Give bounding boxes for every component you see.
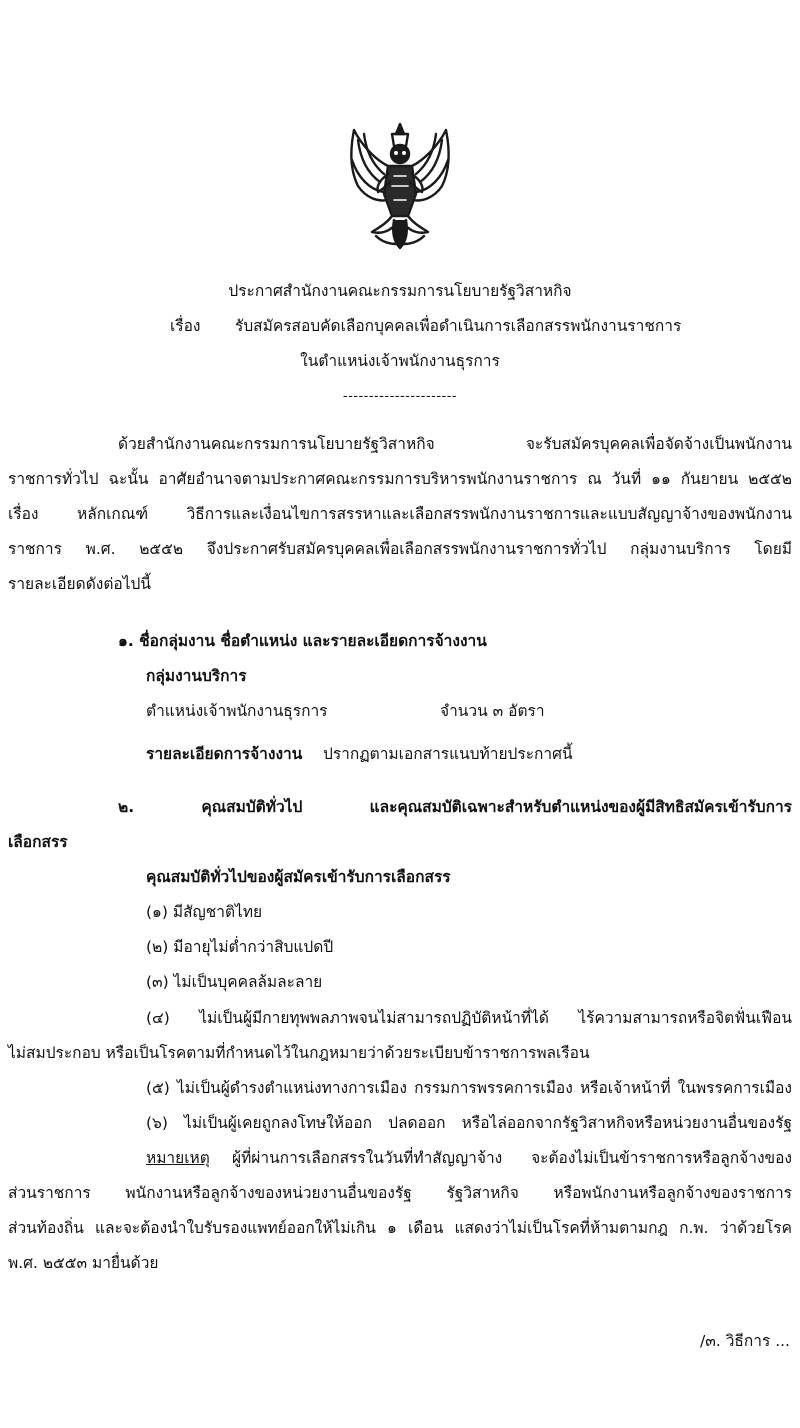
intro-line: รายละเอียดดังต่อไปนี้ (8, 575, 151, 593)
announcement-title: ประกาศสำนักงานคณะกรรมการนโยบายรัฐวิสาหกิจ (228, 282, 572, 300)
qualification-item: (๓) ไม่เป็นบุคคลล้มละลาย (146, 973, 323, 991)
section2-heading: ๒. คุณสมบัติทั่วไป และคุณสมบัติเฉพาะสำหรับตำแหน่งของผู้มีสิทธิสมัครเข้ารับการ (118, 798, 792, 816)
qualification-item-cont: ไม่สมประกอบ หรือเป็นโรคตามที่กำหนดไว้ในกฎหมายว่าด้วยระเบียบข้าราชการพลเรือน (8, 1044, 590, 1062)
intro-line: ราชการ พ.ศ. ๒๕๕๒ จึงประกาศรับสมัครบุคคลเพื่อเลือกสรรพนักงานราชการทั่วไป กลุ่มงานบริการ โดยมี (8, 540, 792, 558)
note-line: ส่วนท้องถิ่น และจะต้องนำใบรับรองแพทย์ออกให้ไม่เกิน ๑ เดือน แสดงว่าไม่เป็นโรคที่ห้ามตามกฎ ก.พ. ว่าด้วยโรค (8, 1219, 792, 1237)
note-line: ส่วนราชการ พนักงานหรือลูกจ้างของหน่วยงานอื่นของรัฐ รัฐวิสาหกิจ หรือพนักงานหรือลูกจ้างของราชการ (8, 1184, 792, 1202)
garuda-emblem-icon (336, 120, 464, 252)
position-name: ตำแหน่งเจ้าพนักงานธุรการ (146, 702, 328, 720)
details-text: ปรากฏตามเอกสารแนบท้ายประกาศนี้ (323, 745, 573, 763)
position-quota: จำนวน ๓ อัตรา (440, 702, 545, 720)
header-divider: ---------------------- (342, 389, 458, 404)
intro-line: เรื่อง หลักเกณฑ์ วิธีการและเงื่อนไขการสรรหาและเลือกสรรพนักงานราชการและแบบสัญญาจ้างของพนักงาน (8, 505, 792, 523)
qualification-item: (๔) ไม่เป็นผู้มีกายทุพพลภาพจนไม่สามารถปฏิบัติหน้าที่ได้ ไร้ความสามารถหรือจิตฟั่นเฟือน (146, 1009, 792, 1027)
qualification-item: (๖) ไม่เป็นผู้เคยถูกลงโทษให้ออก ปลดออก หรือไล่ออกจากรัฐวิสาหกิจหรือหน่วยงานอื่นของรัฐ (146, 1114, 792, 1132)
qualification-item: (๒) มีอายุไม่ต่ำกว่าสิบแปดปี (146, 938, 334, 956)
subject-label: เรื่อง (170, 317, 201, 335)
intro-line: ด้วยสำนักงานคณะกรรมการนโยบายรัฐวิสาหกิจ จะรับสมัครบุคคลเพื่อจัดจ้างเป็นพนักงาน (118, 435, 792, 453)
note-line: ผู้ที่ผ่านการเลือกสรรในวันที่ทำสัญญาจ้าง จะต้องไม่เป็นข้าราชการหรือลูกจ้างของ (232, 1149, 792, 1167)
job-group: กลุ่มงานบริการ (146, 667, 247, 685)
continuation-marker: /๓. วิธีการ ... (700, 1332, 790, 1350)
general-qualifications-heading: คุณสมบัติทั่วไปของผู้สมัครเข้ารับการเลือกสรร (146, 868, 451, 886)
section2-heading-cont: เลือกสรร (8, 833, 68, 851)
section1-heading: ๑. ชื่อกลุ่มงาน ชื่อตำแหน่ง และรายละเอียดการจ้างงาน (118, 632, 487, 650)
qualification-item: (๑) มีสัญชาติไทย (146, 903, 263, 921)
details-label: รายละเอียดการจ้างงาน (146, 745, 303, 763)
note-label: หมายเหตุ (146, 1149, 210, 1167)
subject-text: รับสมัครสอบคัดเลือกบุคคลเพื่อดำเนินการเลือกสรรพนักงานราชการ (235, 317, 682, 335)
position-subtitle: ในตำแหน่งเจ้าพนักงานธุรการ (300, 352, 500, 370)
intro-line: ราชการทั่วไป ฉะนั้น อาศัยอำนาจตามประกาศคณะกรรมการบริหารพนักงานราชการ ณ วันที่ ๑๑ กันยายน ๒๕๕๒ (8, 470, 792, 488)
qualification-item: (๕) ไม่เป็นผู้ดำรงตำแหน่งทางการเมือง กรรมการพรรคการเมือง หรือเจ้าหน้าที่ ในพรรคการเมือง (146, 1079, 792, 1097)
note-line: พ.ศ. ๒๕๕๓ มายื่นด้วย (8, 1254, 159, 1272)
